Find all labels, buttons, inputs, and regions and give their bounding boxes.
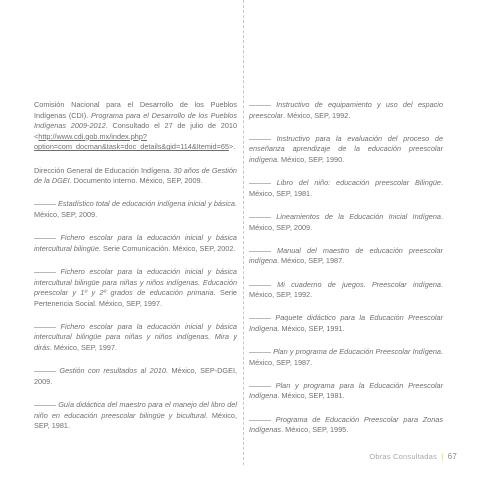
page-number: 67 <box>447 452 457 461</box>
bibliography-entry: ——— Fichero escolar para la educación inicial y básica intercultural bilingüe. Serie Comunicación. México, SEP, 2002. <box>34 233 237 253</box>
bibliography-entry: ——— Libro del niño: educación preescolar Bilingüe. México, SEP, 1981. <box>249 178 443 198</box>
footer-separator: | <box>441 452 444 461</box>
bibliography-left-column <box>34 100 237 444</box>
bibliography-entry: ——— Estadístico total de educación indígena inicial y básica. México, SEP, 2009. <box>34 199 237 219</box>
bibliography-right-column <box>249 100 443 448</box>
bibliography-entry: Comisión Nacional para el Desarrollo de los Pueblos Indígenas (CDI). Programa para el Desarrollo de los Pueblos Indígenas 2009-2012. Consultado el 27 de julio de 2010 <http://www.cdi.gob.mx/index.php?option=com_docman&task=doc_details&gid=114&Itemid=65>. <box>34 100 237 152</box>
bibliography-entry: ——— Programa de Educación Preescolar para Zonas Indígenas. México, SEP, 1995. <box>249 414 443 435</box>
bibliography-entry: ——— Gestión con resultados al 2010. México, SEP-DGEI, 2009. <box>34 366 237 386</box>
bibliography-entry: Dirección General de Educación Indígena. 30 años de Gestión de la DGEI. Documento interno. México, SEP, 2009. <box>34 165 237 186</box>
bibliography-entry: ——— Fichero escolar para la educación inicial y básica intercultural bilingüe para niñas y niños indígenas. Mira y dirás. México, SEP, 1997. <box>34 321 237 353</box>
bibliography-entry: ——— Plan y programa de Educación Preescolar Indígena. México, SEP, 1987. <box>249 347 444 367</box>
bibliography-entry: ——— Paquete didáctico para la Educación Preescolar Indígena. México, SEP, 1991. <box>249 313 443 333</box>
bibliography-entry: ——— Guía didáctica del maestro para el manejo del libro del niño en educación preescolar bilingüe y bicultural. México, SEP, 1981. <box>34 400 237 431</box>
bibliography-entry: ——— Manual del maestro de educación preescolar indígena. México, SEP, 1987. <box>249 245 443 266</box>
bibliography-entry: ——— Instructivo de equipamiento y uso del espacio preescolar. México, SEP, 1992. <box>249 100 443 120</box>
bibliography-entry: ——— Instructivo para la evaluación del proceso de enseñanza aprendizaje de la educación preescolar indígena. México, SEP, 1990. <box>249 133 444 164</box>
section-name: Obras Consultadas <box>369 452 437 461</box>
bibliography-entry: ——— Lineamientos de la Educación Inicial Indígena. México, SEP, 2009. <box>249 211 443 232</box>
bibliography-entry: ——— Mi cuaderno de juegos. Preescolar indígena. México, SEP, 1992. <box>249 279 443 300</box>
bibliography-entry: ——— Plan y programa para la Educación Preescolar Indígena. México, SEP, 1981. <box>249 380 444 401</box>
page-footer <box>369 452 457 461</box>
bibliography-entry: ——— Fichero escolar para la educación inicial y básica intercultural bilingüe para niñas y niños indígenas. Educación preescolar y 1º y 2º grados de educación primaria. Serie Pertenencia Social. México, SEP, 1997. <box>34 266 237 308</box>
column-divider <box>243 0 244 465</box>
